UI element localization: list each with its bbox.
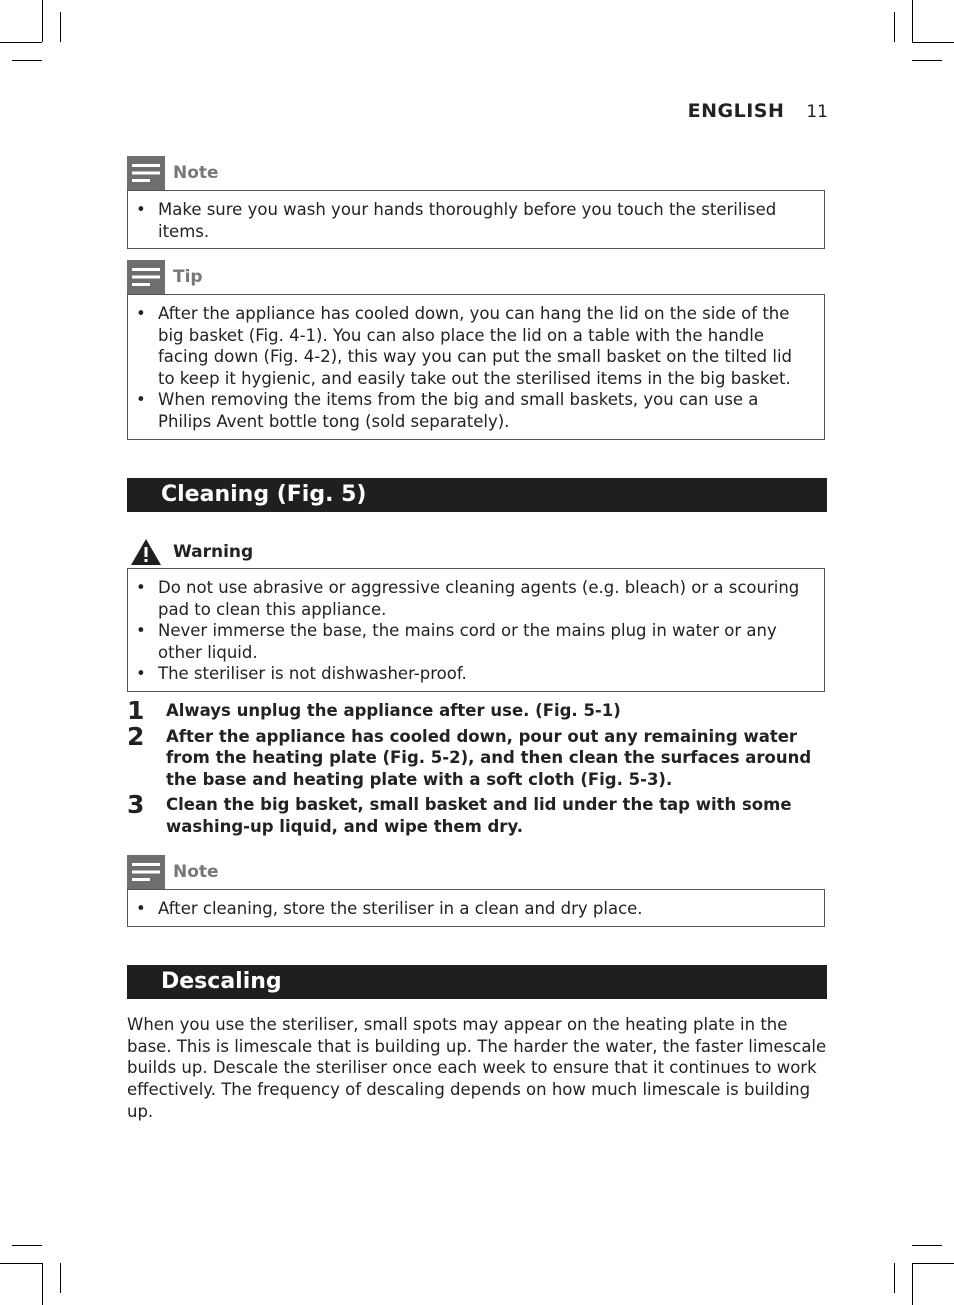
- list-item: • After cleaning, store the steriliser in a clean and dry place.: [136, 898, 806, 920]
- note-box: [127, 889, 825, 927]
- note-box: [127, 190, 825, 249]
- warning-header: [127, 535, 253, 569]
- language-label: ENGLISH: [687, 100, 785, 122]
- list-item: • After the appliance has cooled down, you can hang the lid on the side of the big basket (Fig. 4-1). You can also place the lid on a table with the handle facing down (Fig. 4-2), this way you can put the small basket on the tilted lid to keep it hygienic, and easily take out the sterilised items in the big basket.: [136, 303, 806, 389]
- note-label: Note: [173, 862, 219, 882]
- warning-label: Warning: [173, 542, 254, 562]
- step-text: Always unplug the appliance after use. (Fig. 5-1): [166, 701, 621, 720]
- section-title-descaling: Descaling: [127, 965, 827, 999]
- page-number: 11: [806, 102, 828, 122]
- step-text: After the appliance has cooled down, pour out any remaining water from the heating plate (Fig. 5-2), and then clean the surfaces around the base and heating plate with a soft cloth (Fig. 5-3).: [166, 726, 812, 789]
- page-header: [688, 100, 828, 122]
- warning-box: [127, 568, 825, 692]
- note-lines-icon: [127, 855, 165, 889]
- step-text: Clean the big basket, small basket and lid under the tap with some washing-up liquid, and wipe them dry.: [166, 795, 792, 836]
- tip-header: [127, 260, 203, 294]
- tip-label: Tip: [173, 267, 203, 287]
- list-item: • Do not use abrasive or aggressive cleaning agents (e.g. bleach) or a scouring pad to clean this appliance.: [136, 577, 806, 620]
- note-header: [127, 855, 219, 889]
- list-item: • The steriliser is not dishwasher-proof.: [136, 663, 806, 685]
- step-number: 1: [127, 696, 145, 725]
- list-item: • Never immerse the base, the mains cord or the mains plug in water or any other liquid.: [136, 620, 806, 663]
- list-item: • When removing the items from the big and small baskets, you can use a Philips Avent bottle tong (sold separately).: [136, 389, 806, 432]
- step-number: 2: [127, 721, 145, 751]
- descaling-paragraph: When you use the steriliser, small spots may appear on the heating plate in the base. This is limescale that is building up. The harder the water, the faster limescale builds up. Descale the steriliser once each week to ensure that it continues to work effectively. The frequency of descaling depends on how much limescale is building up.: [127, 1015, 827, 1121]
- section-title-cleaning: Cleaning (Fig. 5): [127, 478, 827, 512]
- cleaning-steps: [127, 696, 827, 841]
- warning-triangle-icon: [127, 535, 165, 569]
- note-label: Note: [173, 163, 219, 183]
- note-lines-icon: [127, 260, 165, 294]
- list-item: • Make sure you wash your hands thoroughly before you touch the sterilised items.: [136, 199, 806, 242]
- step-3: [127, 790, 827, 837]
- step-number: 3: [127, 790, 145, 819]
- note-header: [127, 156, 219, 190]
- step-2: [127, 721, 827, 791]
- step-1: [127, 696, 827, 725]
- tip-box: [127, 294, 825, 440]
- note-lines-icon: [127, 156, 165, 190]
